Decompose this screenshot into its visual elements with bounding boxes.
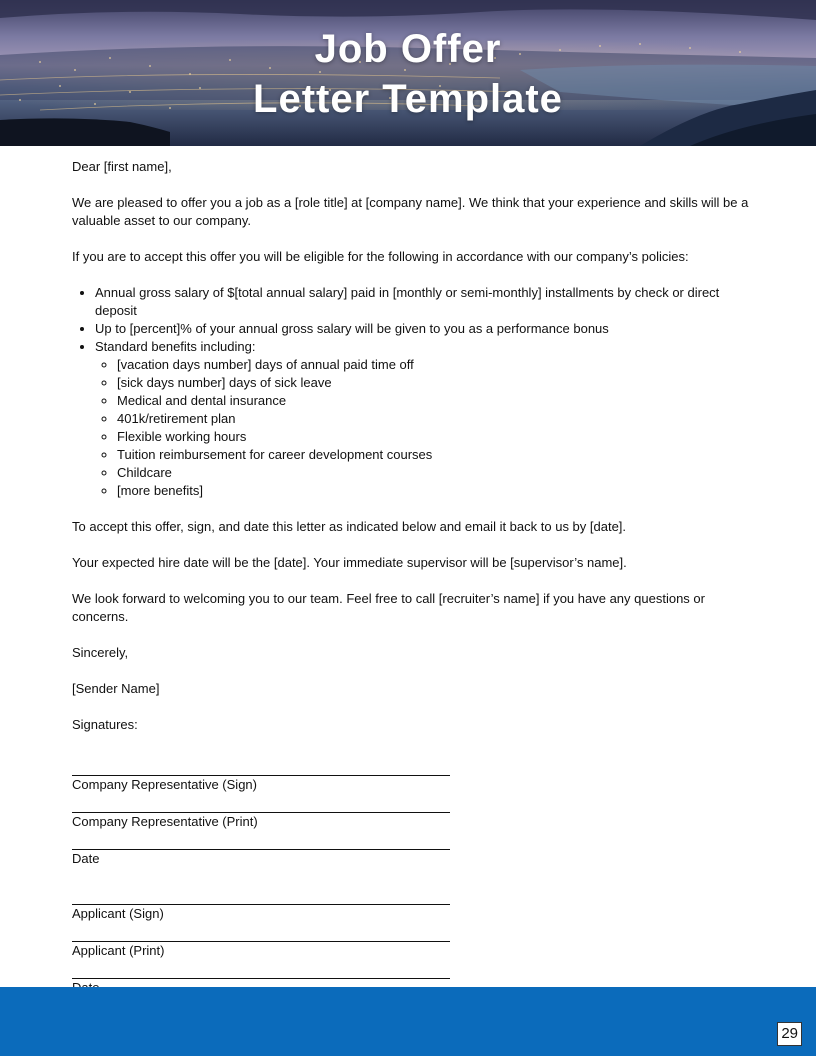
accept-paragraph: To accept this offer, sign, and date this letter as indicated below and email it back to us by [date]. [72,519,627,534]
signature-line[interactable] [72,887,450,905]
title-line-1: Job Offer [314,27,502,71]
signature-field-company-sign[interactable] [72,758,762,795]
list-item: ◦ Medical and dental insurance [117,392,762,410]
footer-bar [0,987,816,1056]
list-item: ◦ Childcare [117,464,762,482]
intro-paragraph: We are pleased to offer you a job as a [role title] at [company name]. We think that your experience and skills will be a valuable asset to our company. [72,195,749,228]
sign-off: Sincerely, [72,645,129,660]
list-item: ◦ 401k/retirement plan [117,410,762,428]
list-item: ◦ [vacation days number] days of annual paid time off [117,356,762,374]
page-title [0,24,816,124]
list-item: ◦ [more benefits] [117,482,762,500]
signature-label: Company Representative (Print) [72,814,258,829]
standard-benefits-list [95,356,762,500]
list-item-label: Standard benefits including: [95,339,256,354]
signature-line[interactable] [72,924,450,942]
list-item: • Up to [percent]% of your annual gross salary will be given to you as a performance bonus [95,320,762,338]
signature-line[interactable] [72,961,450,979]
signatures-heading: Signatures: [72,717,138,732]
signature-label: Company Representative (Sign) [72,777,257,792]
greeting: Dear [first name], [72,159,172,174]
spacer [72,869,762,887]
hire-date-paragraph: Your expected hire date will be the [date]. Your immediate supervisor will be [supervisor’s name]. [72,555,627,570]
signature-field-company-date[interactable] [72,832,762,869]
list-item [95,338,762,500]
page-number: 29 [777,1022,802,1046]
signature-block [72,758,762,998]
eligibility-paragraph: If you are to accept this offer you will be eligible for the following in accordance with our company’s policies: [72,249,689,264]
header-banner [0,0,816,146]
signature-field-applicant-sign[interactable] [72,887,762,924]
list-item: ◦ [sick days number] days of sick leave [117,374,762,392]
title-line-2: Letter Template [253,77,563,121]
signature-label: Applicant (Sign) [72,906,164,921]
sender-name: [Sender Name] [72,681,160,696]
signature-field-company-print[interactable] [72,795,762,832]
list-item: • Annual gross salary of $[total annual salary] paid in [monthly or semi-monthly] installments by check or direct deposit [95,284,762,320]
closing-paragraph: We look forward to welcoming you to our team. Feel free to call [recruiter’s name] if you have any questions or concerns. [72,591,705,624]
letter-body [72,158,762,998]
signature-line[interactable] [72,795,450,813]
benefits-list [72,284,762,500]
signature-label: Date [72,851,100,866]
list-item: ◦ Tuition reimbursement for career development courses [117,446,762,464]
list-item: ◦ Flexible working hours [117,428,762,446]
signature-label: Applicant (Print) [72,943,165,958]
signature-line[interactable] [72,758,450,776]
signature-field-applicant-print[interactable] [72,924,762,961]
signature-line[interactable] [72,832,450,850]
